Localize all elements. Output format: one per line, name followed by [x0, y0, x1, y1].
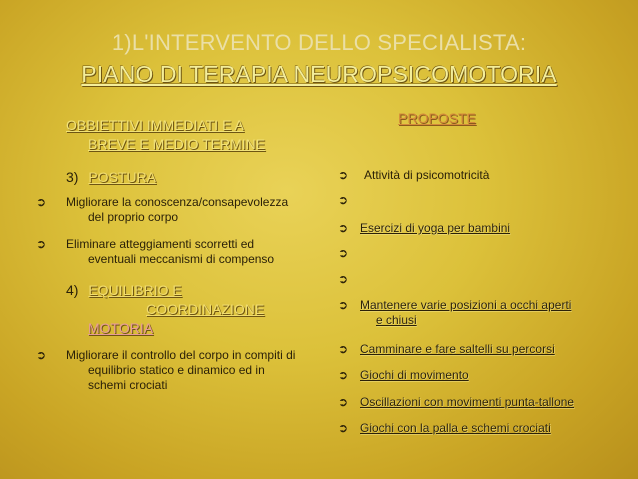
bullet-posture-correction — [36, 237, 326, 267]
proposal-text: Esercizi di yoga per bambini — [360, 221, 511, 235]
slide-title-line1: 1)L'INTERVENTO DELLO SPECIALISTA: — [111, 30, 527, 55]
section4-label3: MOTORIA — [88, 320, 154, 336]
proposal-item — [338, 395, 574, 410]
bullet1-line1: Migliorare la conoscenza/consapevolezza — [66, 195, 289, 209]
left-heading-line1: OBBIETTIVI IMMEDIATI E A — [66, 117, 244, 133]
proposal-text-cont: e chiusi — [376, 313, 417, 327]
section4-label1: EQUILIBRIO E — [88, 282, 182, 298]
bullet3-line1: Migliorare il controllo del corpo in compiti di — [66, 348, 296, 362]
proposal-item — [338, 168, 489, 183]
proposal-item — [338, 421, 551, 436]
bullet2-line1: Eliminare atteggiamenti scorretti ed — [66, 237, 255, 251]
proposal-item — [338, 342, 555, 357]
section-postura — [66, 169, 156, 185]
bullet-arrow-icon: ➲ — [36, 195, 47, 209]
left-heading — [66, 116, 326, 154]
bullet-arrow-icon: ➲ — [338, 342, 349, 356]
bullet-arrow-icon: ➲ — [36, 348, 47, 362]
bullet-arrow-icon: ➲ — [36, 237, 47, 251]
slide-title-line2: PIANO DI TERAPIA NEUROPSICOMOTORIA — [81, 61, 557, 87]
right-heading: PROPOSTE — [398, 110, 476, 126]
bullet-arrow-icon: ➲ — [338, 193, 349, 207]
proposal-text: Oscillazioni con movimenti punta-tallone — [360, 395, 575, 409]
bullet2-line2: eventuali meccanismi di compenso — [88, 252, 275, 266]
left-heading-line2: BREVE E MEDIO TERMINE — [88, 136, 266, 152]
bullet-arrow-icon: ➲ — [338, 221, 349, 235]
bullet-arrow-icon: ➲ — [338, 395, 349, 409]
bullet-body-control — [36, 348, 326, 393]
proposal-text: Giochi con la palla e schemi crociati — [360, 421, 551, 435]
proposal-item — [338, 368, 469, 383]
bullet-arrow-icon: ➲ — [338, 168, 349, 182]
proposal-text: Giochi di movimento — [360, 368, 469, 382]
bullet3-line3: schemi crociati — [88, 378, 168, 392]
proposal-item — [338, 221, 510, 236]
proposal-text: Attività di psicomotricità — [364, 168, 490, 182]
section4-label2: COORDINAZIONE — [146, 301, 265, 317]
bullet-arrow-icon: ➲ — [338, 421, 349, 435]
bullet1-line2: del proprio corpo — [88, 210, 179, 224]
section-equilibrio — [66, 281, 264, 338]
section4-number: 4) — [66, 282, 79, 298]
section3-label: POSTURA — [88, 169, 157, 185]
bullet-arrow-icon: ➲ — [338, 368, 349, 382]
bullet-arrow-icon: ➲ — [338, 246, 349, 260]
bullet-body-awareness — [36, 195, 326, 225]
bullet3-line2: equilibrio statico e dinamico ed in — [88, 363, 265, 377]
bullet-arrow-icon: ➲ — [338, 298, 349, 312]
proposal-text: Mantenere varie posizioni a occhi aperti — [360, 298, 572, 312]
bullet-arrow-icon: ➲ — [338, 272, 349, 286]
proposal-text: Camminare e fare saltelli su percorsi — [360, 342, 555, 356]
section3-number: 3) — [66, 169, 79, 185]
proposal-item — [338, 298, 571, 328]
